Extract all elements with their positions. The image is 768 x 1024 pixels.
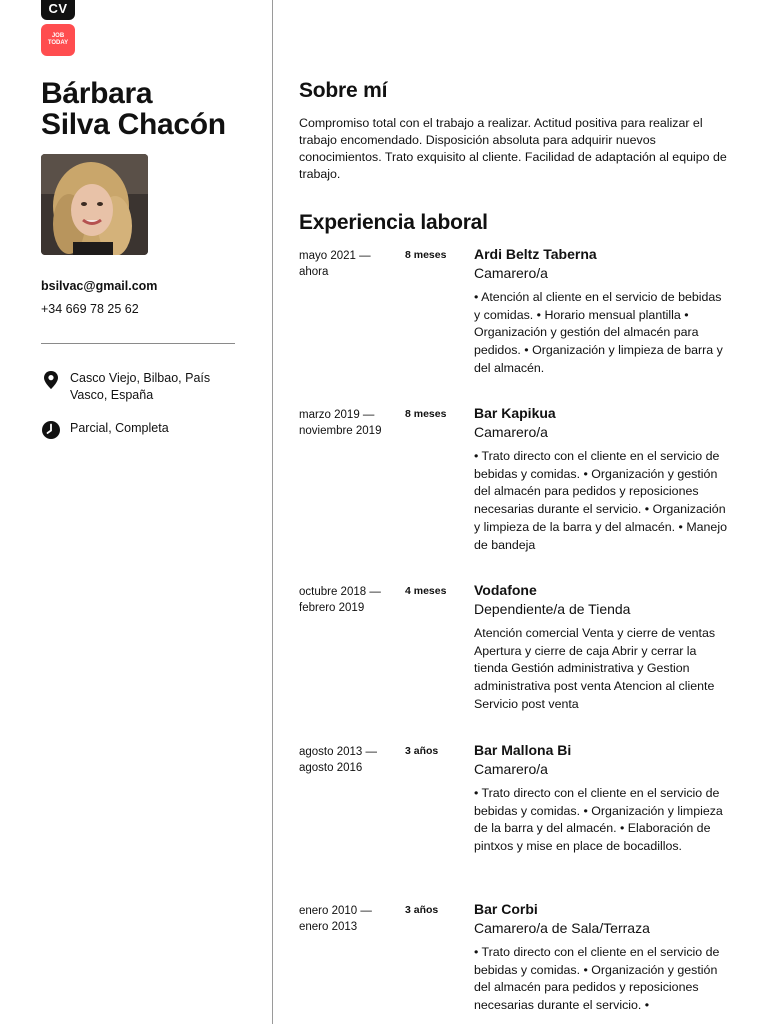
experience-company: Ardi Beltz Taberna <box>474 246 597 262</box>
phone-text: +34 669 78 25 62 <box>41 302 139 316</box>
first-name: Bárbara <box>41 77 153 110</box>
email-text: bsilvac@gmail.com <box>41 279 158 293</box>
availability-text: Parcial, Completa <box>70 421 169 435</box>
jobtoday-logo <box>41 24 75 56</box>
experience-description: • Trato directo con el cliente en el servicio de bebidas y comidas. • Organización y gestión del almacén para pedidos y reposiciones necesarias durante el servicio. • <box>474 945 720 1013</box>
sidebar-divider <box>41 343 235 344</box>
about-heading: Sobre mí <box>299 79 388 102</box>
cv-logo: CV <box>41 0 75 20</box>
experience-date: mayo 2021 — ahora <box>299 250 371 278</box>
experience-role: Dependiente/a de Tienda <box>474 601 631 617</box>
experience-date: marzo 2019 — noviembre 2019 <box>299 409 382 437</box>
experience-company: Vodafone <box>474 582 537 598</box>
experience-company: Bar Mallona Bi <box>474 742 572 758</box>
profile-photo-illustration <box>41 154 148 255</box>
map-pin-icon <box>41 370 61 390</box>
experience-role: Camarero/a <box>474 424 548 440</box>
clock-icon <box>41 420 61 440</box>
experience-duration: 3 años <box>405 745 439 757</box>
location-text: Casco Viejo, Bilbao, País Vasco, España <box>70 371 211 402</box>
column-divider <box>272 0 273 1024</box>
experience-description: • Trato directo con el cliente en el servicio de bebidas y comidas. • Organización y limpieza de la barra y del almacén. • Elaboración de pintxos y mise en place de bocadillos. <box>474 786 723 854</box>
experience-date: octubre 2018 — febrero 2019 <box>299 586 381 614</box>
experience-description: • Atención al cliente en el servicio de bebidas y comidas. • Horario mensual plantilla • Organización y gestión del almacén para pedidos. • Organización y limpieza de barra y del almacén. <box>474 290 723 375</box>
experience-duration: 8 meses <box>405 249 447 261</box>
last-name: Silva Chacón <box>41 108 226 141</box>
experience-date: enero 2010 — enero 2013 <box>299 905 372 933</box>
availability-row <box>41 420 241 440</box>
jobtoday-logo-line1: JOB <box>51 33 65 39</box>
experience-description: Atención comercial Venta y cierre de ventas Apertura y cierre de caja Abrir y cerrar la tienda Gestión administrativa y Gestion administrativa post venta Atencion al cliente Servicio post venta <box>474 626 716 711</box>
experience-duration: 3 años <box>405 904 439 916</box>
location-row <box>41 370 241 404</box>
experience-company: Bar Kapikua <box>474 405 556 421</box>
experience-role: Camarero/a <box>474 761 548 777</box>
candidate-name <box>41 78 266 140</box>
experience-date: agosto 2013 — agosto 2016 <box>299 746 378 774</box>
experience-company: Bar Corbi <box>474 901 538 917</box>
about-text: Compromiso total con el trabajo a realizar. Actitud positiva para realizar el trabajo encomendado. Disposición absoluta para adquirir nuevos conocimientos. Trato exquisito al cliente. Facilidad de adaptación al equipo de trabajo. <box>299 116 727 181</box>
experience-description: • Trato directo con el cliente en el servicio de bebidas y comidas. • Organización y gestión del almacén para pedidos y reposiciones necesarias durante el servicio. • Organización y limpieza de la barra y del almacén. • Manejo de bandeja <box>474 449 727 552</box>
sidebar <box>0 0 272 1024</box>
experience-heading: Experiencia laboral <box>299 211 488 234</box>
experience-duration: 8 meses <box>405 408 447 420</box>
experience-role: Camarero/a de Sala/Terraza <box>474 920 650 936</box>
experience-role: Camarero/a <box>474 265 548 281</box>
jobtoday-logo-line2: TODAY <box>47 40 69 46</box>
experience-duration: 4 meses <box>405 585 447 597</box>
profile-photo <box>41 154 148 255</box>
